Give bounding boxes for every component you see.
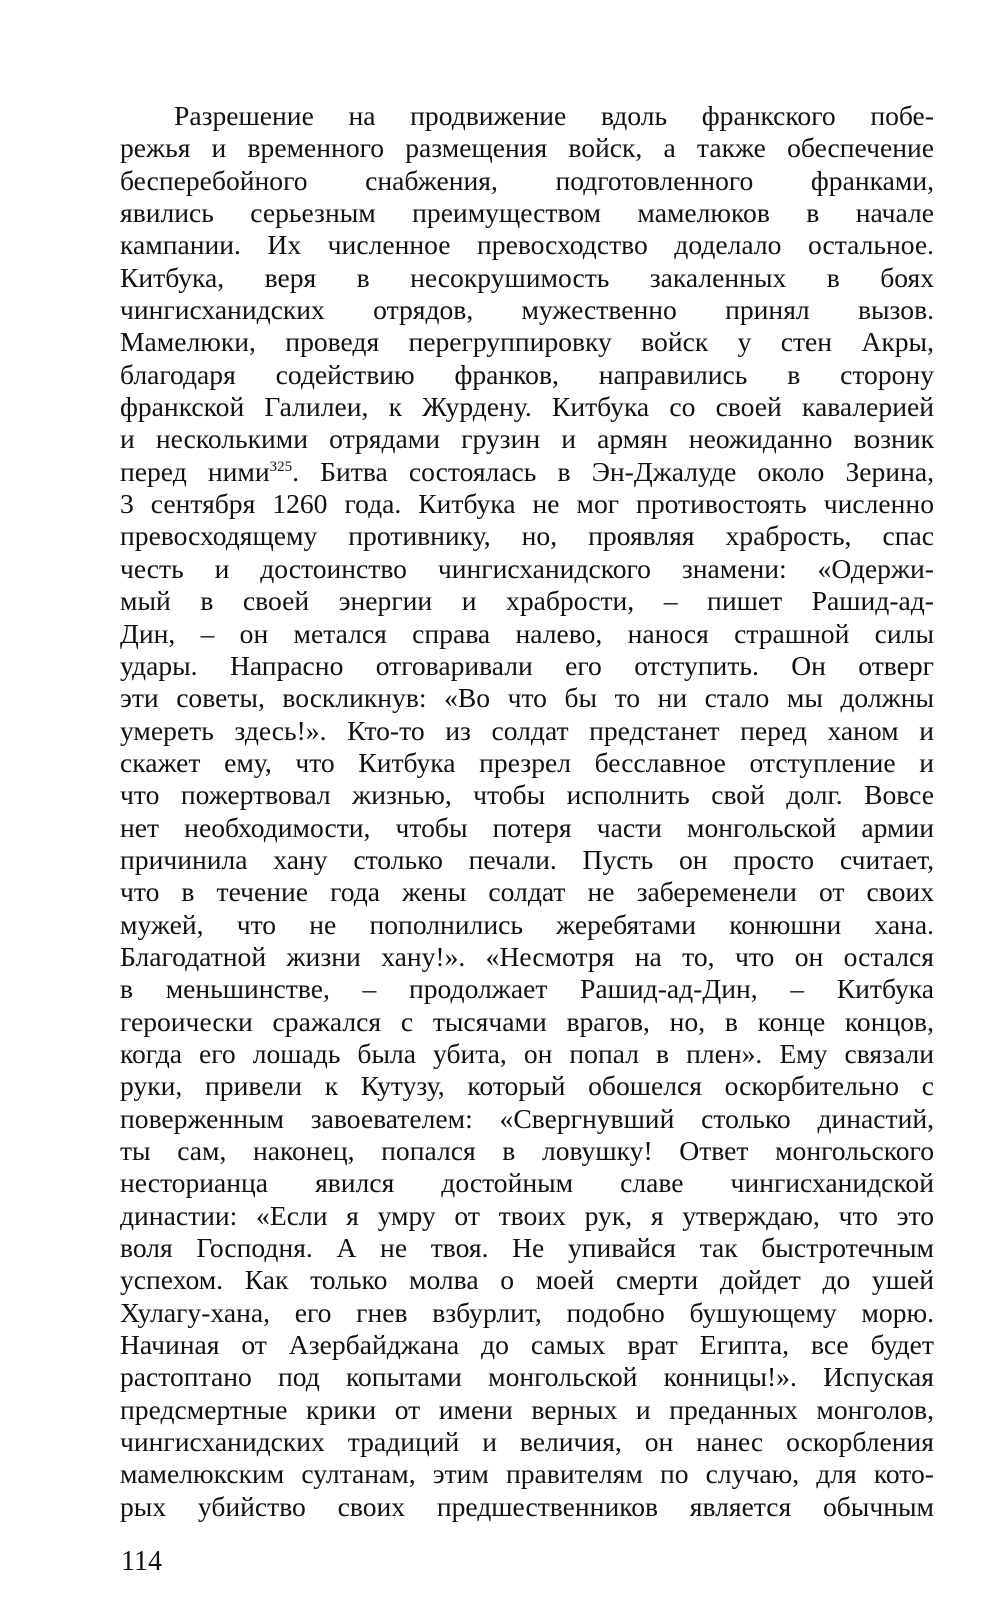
text-line: удары. Напрасно отговаривали его отступить. Он отверг bbox=[120, 649, 934, 681]
text-line: воля Господня. А не твоя. Не упивайся так быстротечным bbox=[120, 1232, 934, 1264]
body-text bbox=[120, 100, 934, 1523]
text-line: 3 сентября 1260 года. Китбука не мог противостоять численно bbox=[120, 488, 934, 520]
text-line: явились серьезным преимуществом мамелюков в начале bbox=[120, 197, 934, 229]
text-line: умереть здесь!». Кто-то из солдат предстанет перед ханом и bbox=[120, 714, 934, 746]
text-line: режья и временного размещения войск, а также обеспечение bbox=[120, 132, 934, 164]
text-line: скажет ему, что Китбука презрел бесславное отступление и bbox=[120, 746, 934, 778]
text-line: честь и достоинство чингисханидского знамени: «Одержи- bbox=[120, 552, 934, 584]
text-line: Китбука, веря в несокрушимость закаленных в боях bbox=[120, 261, 934, 293]
text-line: рых убийство своих предшественников является обычным bbox=[120, 1490, 934, 1522]
text-line: Дин, – он метался справа налево, нанося страшной силы bbox=[120, 617, 934, 649]
text-line: превосходящему противнику, но, проявляя храбрость, спас bbox=[120, 520, 934, 552]
text-line: героически сражался с тысячами врагов, но, в конце концов, bbox=[120, 1005, 934, 1037]
text-line: что пожертвовал жизнью, чтобы исполнить свой долг. Вовсе bbox=[120, 779, 934, 811]
text-line: несторианца явился достойным славе чингисханидской bbox=[120, 1167, 934, 1199]
text-line: мамелюкским султанам, этим правителям по случаю, для кото- bbox=[120, 1458, 934, 1490]
text-line: успехом. Как только молва о моей смерти дойдет до ушей bbox=[120, 1264, 934, 1296]
text-line: чингисханидских традиций и величия, он нанес оскорбления bbox=[120, 1426, 934, 1458]
text-line: растоптано под копытами монгольской конницы!». Испуская bbox=[120, 1361, 934, 1393]
text-line: бесперебойного снабжения, подготовленного франками, bbox=[120, 164, 934, 196]
text-line: благодаря содействию франков, направились в сторону bbox=[120, 358, 934, 390]
text-line: в меньшинстве, – продолжает Рашид-ад-Дин, – Китбука bbox=[120, 973, 934, 1005]
text-line: ты сам, наконец, попался в ловушку! Ответ монгольского bbox=[120, 1135, 934, 1166]
text-line-with-footnote bbox=[120, 456, 934, 488]
text-line: мужей, что не пополнились жеребятами конюшни хана. bbox=[120, 908, 934, 940]
text-line: Благодатной жизни хану!». «Несмотря на то, что он остался bbox=[120, 940, 934, 972]
text-line: поверженным завоевателем: «Свергнувший столько династий, bbox=[120, 1102, 934, 1134]
text-line: Начиная от Азербайджана до самых врат Египта, все будет bbox=[120, 1329, 934, 1361]
text-line: мый в своей энергии и храбрости, – пишет Рашид-ад- bbox=[120, 585, 934, 617]
text-line: причинила хану столько печали. Пусть он просто считает, bbox=[120, 843, 934, 875]
text-line: предсмертные крики от имени верных и преданных монголов, bbox=[120, 1393, 934, 1425]
text-line: чингисханидских отрядов, мужественно принял вызов. bbox=[120, 294, 934, 326]
text-line: Мамелюки, проведя перегруппировку войск у стен Акры, bbox=[120, 326, 934, 358]
page-number: 114 bbox=[121, 1546, 162, 1577]
text-line: когда его лошадь была убита, он попал в плен». Ему связали bbox=[120, 1037, 934, 1069]
line-tail: . Битва состоялась в Эн-Джалуде около Зерина, bbox=[292, 455, 934, 487]
text-line: руки, привели к Кутузу, который обошелся оскорбительно с bbox=[120, 1070, 934, 1102]
line-head: перед ними bbox=[120, 455, 270, 487]
text-line: династии: «Если я умру от твоих рук, я утверждаю, что это bbox=[120, 1199, 934, 1231]
footnote-reference: 325 bbox=[269, 458, 293, 475]
text-line: Разрешение на продвижение вдоль франкского побе- bbox=[174, 100, 934, 131]
text-line: кампании. Их численное превосходство доделало остальное. bbox=[120, 229, 934, 261]
text-line: что в течение года жены солдат не забеременели от своих bbox=[120, 876, 934, 908]
text-line: и несколькими отрядами грузин и армян неожиданно возник bbox=[120, 423, 934, 455]
text-line: эти советы, воскликнув: «Во что бы то ни стало мы должны bbox=[120, 682, 934, 714]
text-line: франкской Галилеи, к Журдену. Китбука со своей кавалерией bbox=[120, 391, 934, 423]
text-line: нет необходимости, чтобы потеря части монгольской армии bbox=[120, 811, 934, 843]
text-line: Хулагу-хана, его гнев взбурлит, подобно бушующему морю. bbox=[120, 1296, 934, 1328]
